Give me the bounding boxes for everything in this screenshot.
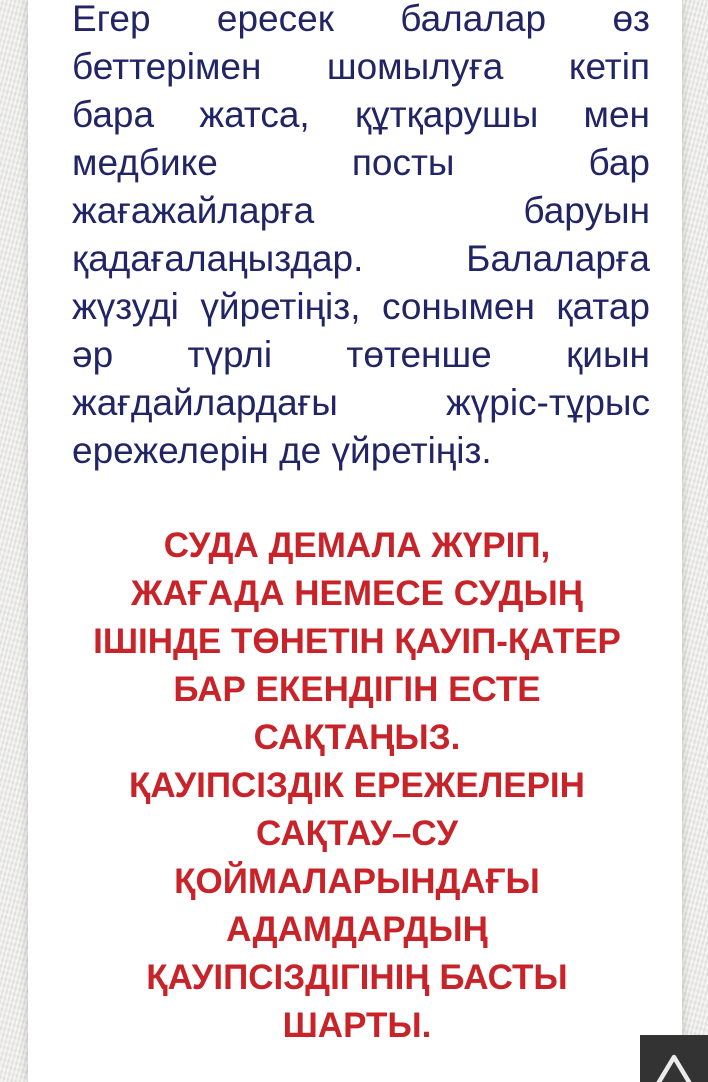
warning-line: СУДА ДЕМАЛА ЖҮРІП, — [163, 526, 551, 565]
scroll-top-button[interactable] — [640, 1035, 708, 1082]
paragraph-line: медбике посты бар — [72, 142, 650, 183]
warning-line: ҚОЙМАЛАРЫНДАҒЫ — [174, 862, 540, 901]
warning-line: ҚАУІПСІЗДІК ЕРЕЖЕЛЕРІН — [129, 766, 585, 805]
paragraph-line: қадағалаңыздар. Балаларға — [72, 238, 650, 279]
warning-line: ЖАҒАДА НЕМЕСЕ СУДЫҢ — [130, 574, 583, 613]
paragraph-line: жүзуді үйретіңіз, сонымен қатар — [72, 286, 650, 327]
paragraph-line: Егер ересек балалар өз — [72, 0, 650, 39]
paragraph-line: беттерімен шомылуға кетіп — [72, 46, 650, 87]
paragraph-line: жағдайлардағы жүріс-тұрыс — [72, 382, 650, 423]
paragraph-line: әр түрлі төтенше қиын — [72, 334, 650, 375]
warning-line: ШАРТЫ. — [282, 1006, 432, 1045]
warning-text — [64, 522, 650, 1050]
warning-line: БАР ЕКЕНДІГІН ЕСТЕ — [173, 670, 541, 709]
article-sheet — [28, 0, 682, 1082]
paragraph-line: бара жатса, құтқарушы мен — [72, 94, 650, 135]
warning-line: ІШІНДЕ ТӨНЕТІН ҚАУІП-ҚАТЕР — [93, 622, 621, 661]
warning-line: АДАМДАРДЫҢ — [226, 910, 488, 949]
warning-line: САҚТАУ–СУ — [256, 814, 458, 853]
warning-line: САҚТАҢЫЗ. — [253, 718, 461, 757]
article-paragraph — [72, 0, 650, 475]
warning-line: ҚАУІПСІЗДІГІНІҢ БАСТЫ — [146, 958, 568, 997]
paragraph-line: жағажайларға баруын — [72, 190, 650, 231]
paragraph-line: ережелерін де үйретіңіз. — [72, 430, 492, 471]
chevron-up-icon — [652, 1035, 696, 1082]
